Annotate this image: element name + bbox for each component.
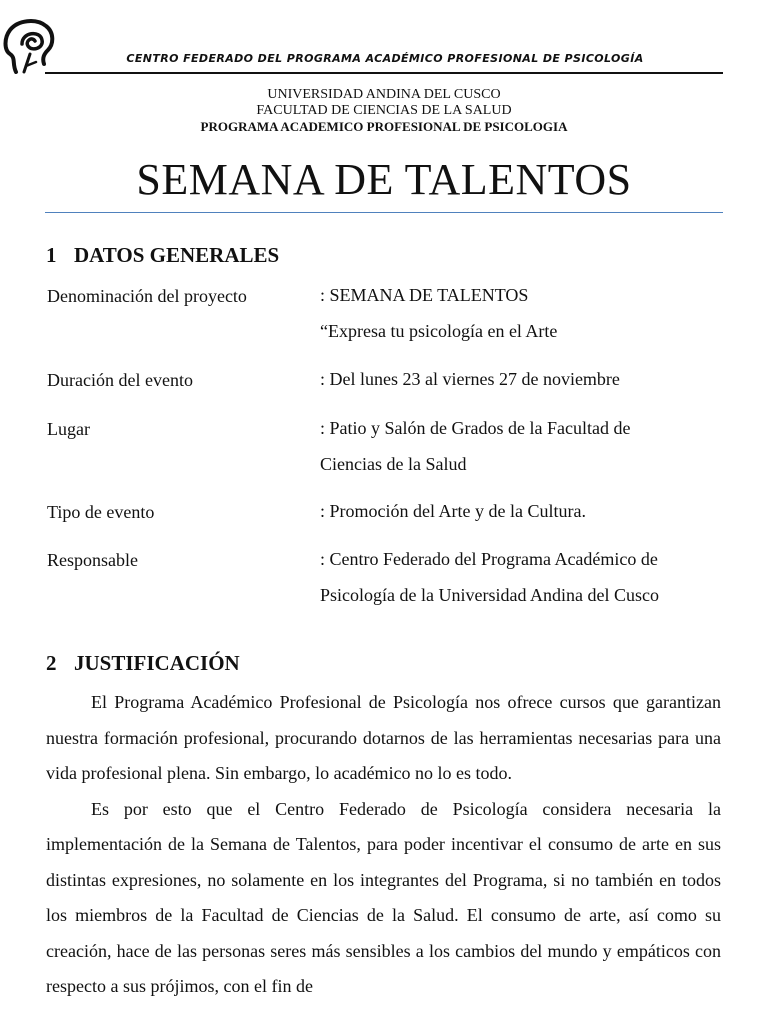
- section-title: JUSTIFICACIÓN: [74, 651, 240, 675]
- value-line: Psicología de la Universidad Andina del Cusco: [320, 585, 659, 605]
- paragraph: Es por esto que el Centro Federado de Psicología considera necesaria la implementación de la Semana de Talentos, para poder incentivar el consumo de arte en sus distintas expresiones, no solamente en los integrantes del Programa, si no también en todos los miembros de la Facultad de Ciencias de la Salud. El consumo de arte, así como su creación, hace de las personas seres más sensibles a los cambios del mundo y empáticos con respecto a sus prójimos, con el fin de: [46, 798, 721, 996]
- row-label-lugar: Lugar: [47, 419, 90, 439]
- org-header-title: CENTRO FEDERADO DEL PROGRAMA ACADÉMICO PROFESIONAL DE PSICOLOGÍA: [126, 52, 644, 65]
- row-value-lugar: [320, 410, 730, 482]
- section-title: DATOS GENERALES: [74, 243, 280, 267]
- value-line: Ciencias de la Salud: [320, 454, 467, 474]
- document-title: SEMANA DE TALENTOS: [136, 155, 632, 204]
- header-divider: [45, 72, 723, 74]
- section-number: 2: [46, 651, 57, 675]
- row-value-responsable: [320, 541, 730, 613]
- paragraph: El Programa Académico Profesional de Psicología nos ofrece cursos que garantizan nuestra formación profesional, procurando dotarnos de las herramientas necesarias para una vida profesional plena. Sin embargo, lo académico no lo es todo.: [46, 692, 721, 783]
- value-line: : Patio y Salón de Grados de la Facultad de: [320, 418, 631, 438]
- institution-block: [0, 87, 768, 135]
- value-line: : SEMANA DE TALENTOS: [320, 285, 529, 305]
- title-divider: [45, 212, 723, 213]
- faculty-name: FACULTAD DE CIENCIAS DE LA SALUD: [256, 103, 512, 118]
- justification-body: [46, 685, 721, 1005]
- value-line: : Promoción del Arte y de la Cultura.: [320, 501, 586, 521]
- value-line: : Del lunes 23 al viernes 27 de noviembre: [320, 369, 620, 389]
- section-number: 1: [46, 243, 57, 267]
- value-line: : Centro Federado del Programa Académico de: [320, 549, 658, 569]
- university-name: UNIVERSIDAD ANDINA DEL CUSCO: [267, 87, 501, 102]
- row-label-duracion: Duración del evento: [47, 370, 193, 390]
- section-heading-justificacion: [46, 651, 240, 676]
- psychology-head-logo-icon: [2, 14, 56, 74]
- value-line: “Expresa tu psicología en el Arte: [320, 321, 558, 341]
- row-label-responsable: Responsable: [47, 550, 138, 570]
- row-value-denominacion: [320, 277, 730, 349]
- program-name: PROGRAMA ACADEMICO PROFESIONAL DE PSICOLOGIA: [200, 119, 568, 134]
- section-heading-datos-generales: [46, 243, 279, 268]
- row-value-tipo-evento: [320, 493, 730, 529]
- row-label-tipo-evento: Tipo de evento: [47, 502, 155, 522]
- row-label-denominacion: Denominación del proyecto: [47, 286, 247, 306]
- row-value-duracion: [320, 361, 730, 397]
